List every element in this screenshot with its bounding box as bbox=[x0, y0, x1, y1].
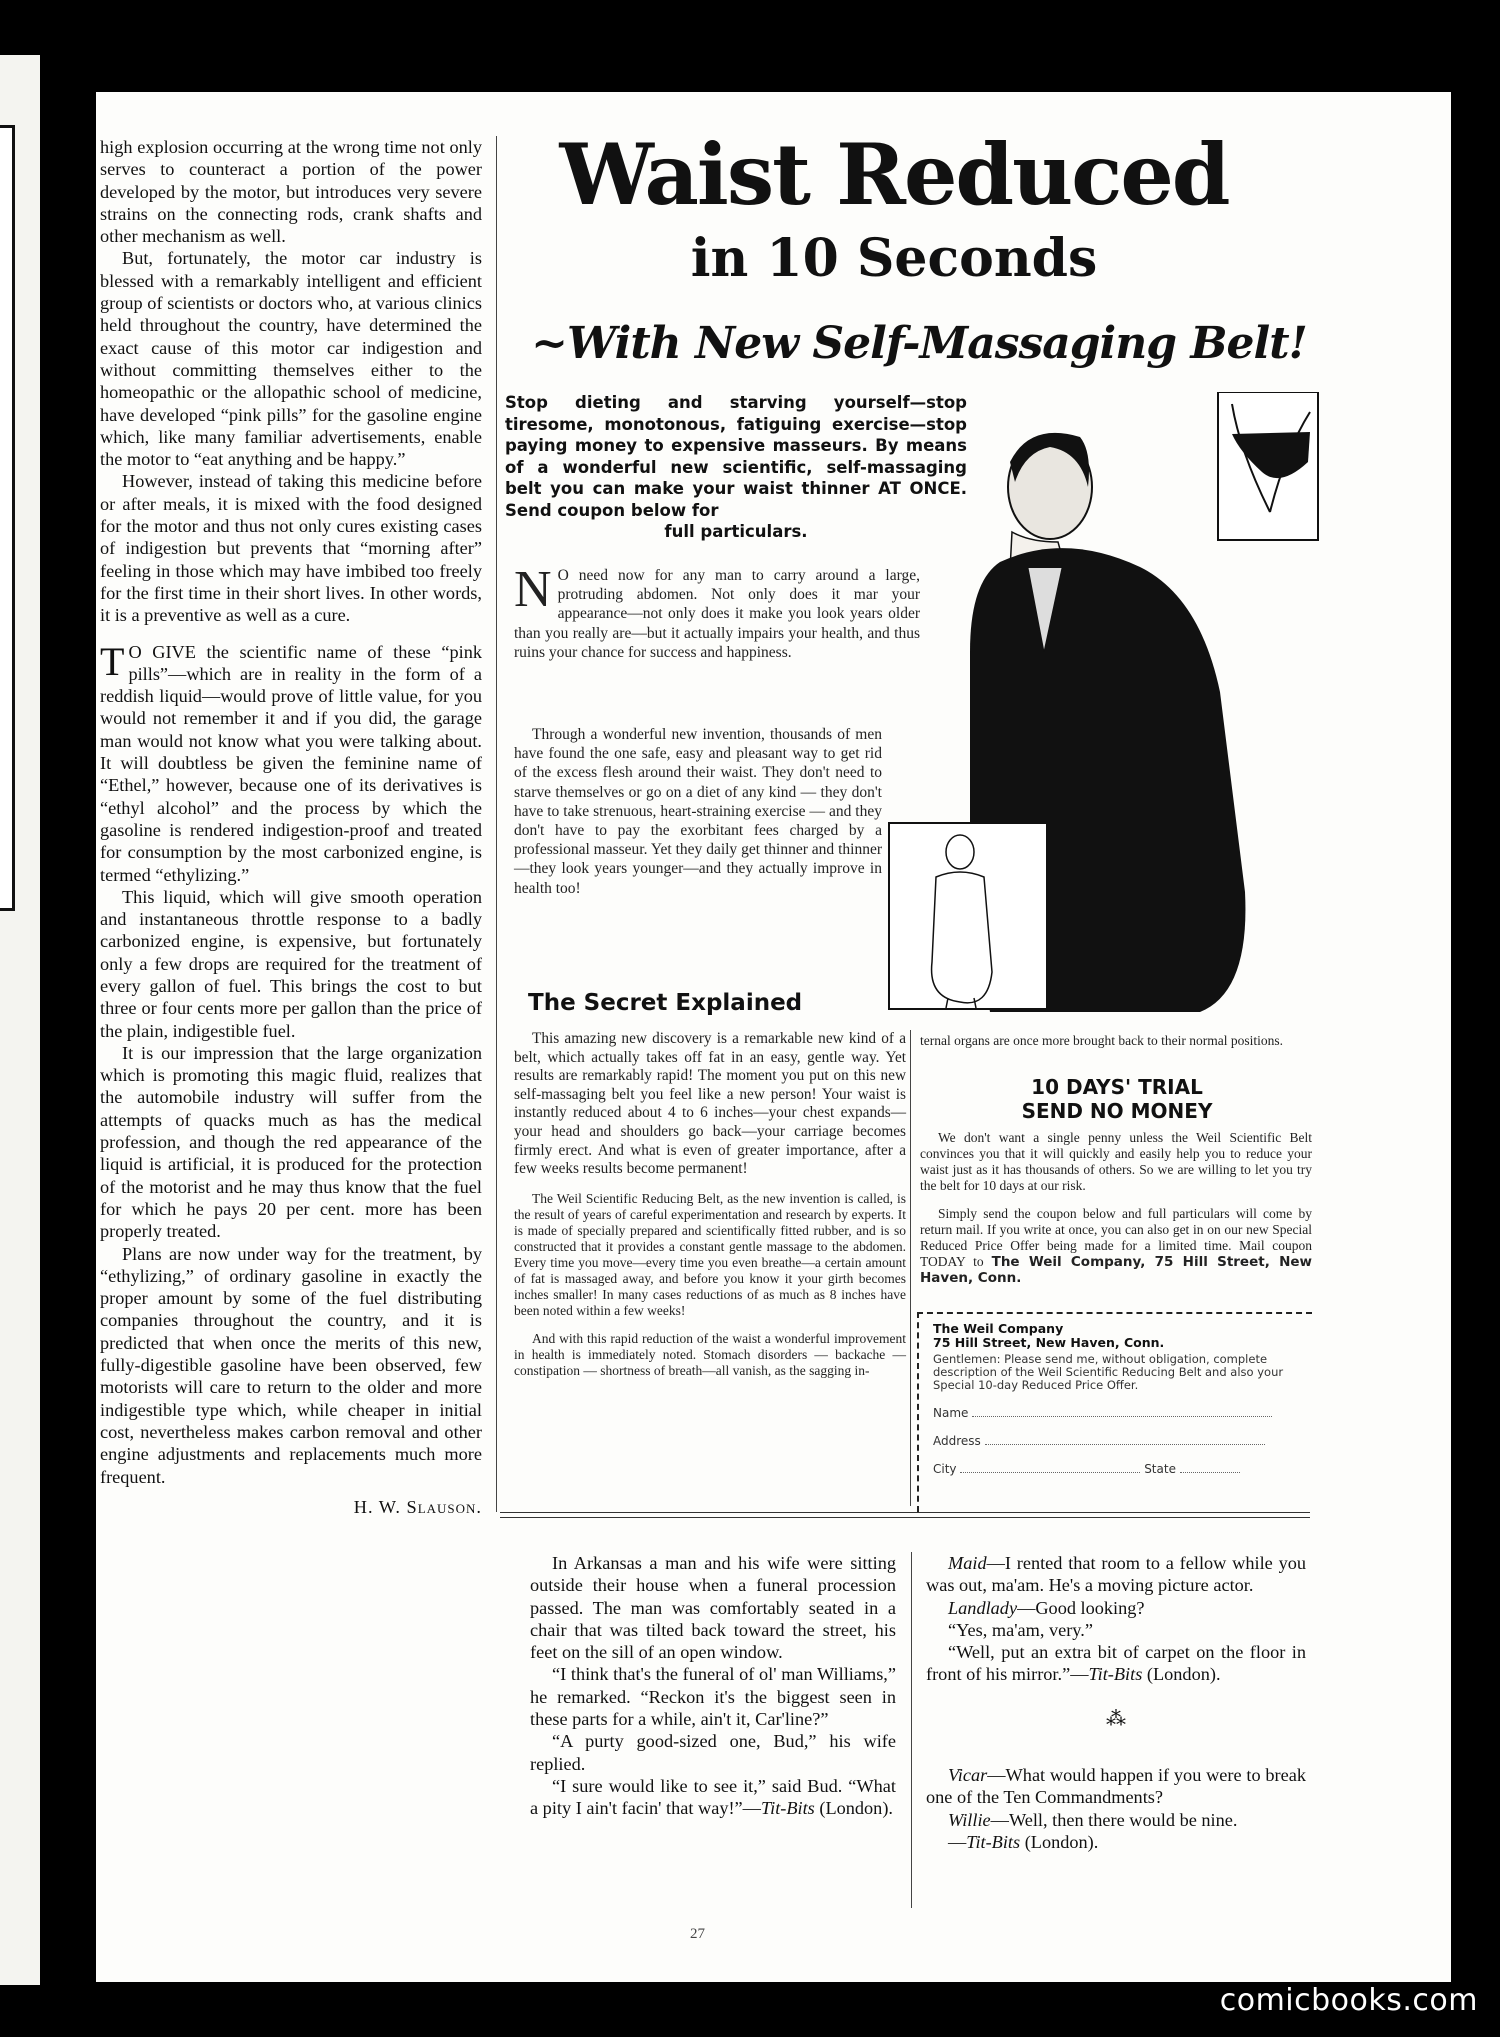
joke-paragraph bbox=[926, 1552, 1306, 1597]
joke-dash: — bbox=[948, 1831, 967, 1852]
coupon-text: Gentlemen: Please send me, without obligation, complete description of the Weil Scientific Reducing Belt and also your Special 10-day Reduced Price Offer. bbox=[933, 1352, 1284, 1392]
coupon-name-field[interactable] bbox=[919, 1392, 1312, 1420]
ad-tagline: ~With New Self-Massaging Belt! bbox=[531, 318, 1307, 369]
previous-page-border bbox=[0, 125, 15, 911]
speaker: Landlady bbox=[948, 1597, 1018, 1618]
ad-intro bbox=[505, 392, 967, 543]
coupon-address: 75 Hill Street, New Haven, Conn. bbox=[933, 1335, 1165, 1350]
ad-intro-text: Stop dieting and starving yourself—stop tiresome, monotonous, fatiguing exercise—stop paying money to expensive masseurs. By means of a wonderful new scientific, self-massaging belt you can make your waist thinner AT ONCE. Send coupon below for bbox=[505, 393, 967, 520]
speaker: Vicar bbox=[948, 1765, 988, 1786]
stars-divider: ⁂ bbox=[1106, 1707, 1126, 1730]
trial-paragraph bbox=[920, 1206, 1312, 1286]
joke-column-2 bbox=[926, 1552, 1306, 1853]
smallcaps-lead: O GIVE bbox=[128, 641, 196, 662]
joke-source: Tit-Bits bbox=[760, 1798, 815, 1819]
trial-text: Simply send the coupon below and full particulars will come by return mail. If you write at once, you can also get in on our new Special Reduced Price Offer being made for a limited time. Mail coupon TODAY to bbox=[920, 1206, 1312, 1269]
coupon-company: The Weil Company bbox=[933, 1321, 1064, 1336]
joke-source-tail: (London). bbox=[814, 1798, 893, 1819]
joke-source-tail: (London). bbox=[1020, 1831, 1099, 1852]
joke-paragraph bbox=[926, 1764, 1306, 1809]
address-label: Address bbox=[933, 1434, 981, 1448]
city-label: City bbox=[933, 1462, 957, 1476]
joke-text: “I sure would like to see it,” said Bud. “What a pity I ain't facin' that way!”— bbox=[530, 1775, 896, 1819]
trial-body bbox=[920, 1130, 1312, 1286]
fat-man-inset bbox=[888, 822, 1048, 1010]
trial-line1: 10 DAYS' TRIAL bbox=[1031, 1075, 1203, 1099]
article-paragraph: Plans are now under way for the treatment, by “ethylizing,” of ordinary gasoline in exactly the proper amount by some of the fuel distributing companies throughout the country, and it is predicted that when once the merits of this new, fully-digestible gasoline have been observed, few motorists will care to return to the older and more indigestible type which, while cheaper in initial cost, nevertheless makes carbon removal and other engine adjustments and replacements much more frequent. bbox=[100, 1243, 482, 1487]
joke-text: —What would happen if you were to break one of the Ten Commandments? bbox=[926, 1765, 1306, 1808]
joke-source: Tit-Bits bbox=[1088, 1664, 1143, 1685]
joke-paragraph bbox=[530, 1775, 896, 1820]
article-paragraph: However, instead of taking this medicine before or after meals, it is mixed with the food designed for the motor and thus not only cures existing cases of indigestion but prevents that “morning after” feeling in those which may have imbibed too freely for the first time in their short lives. In other words, it is a preventive as well as a cure. bbox=[100, 471, 482, 626]
author-signature: H. W. Slauson. bbox=[353, 1496, 482, 1517]
ad-headline: Waist Reduced bbox=[559, 125, 1229, 224]
article-paragraph: But, fortunately, the motor car industry is blessed with a remarkably intelligent and efficient group of scientists or doctors who, at various clinics held throughout the country, have determined the exact cause of this motor car indigestion and without committing themselves either to the homeopathic or the allopathic school of medicine, have developed “pink pills” for the gasoline engine which, like many familiar advertisements, enable the motor to “eat anything and be happy.” bbox=[100, 248, 482, 470]
secret-paragraph: This amazing new discovery is a remarkable new kind of a belt, which actually takes off fat in an easy, gentle way. Yet results are remarkably rapid! The moment you put on this new self-massaging belt you feel like a new person! Your waist is instantly reduced about 4 to 6 inches—your chest expands—your head and shoulders go back—your carriage becomes firmly erect. And what is even of greater importance, after a few weeks results become permanent! bbox=[514, 1030, 906, 1178]
joke-source: Tit-Bits bbox=[966, 1831, 1021, 1852]
secret-small: And with this rapid reduction of the waist a wonderful improvement in health is immediately noted. Stomach disorders — backache — constipation — shortness of breath—all vanish, as the sagging in- bbox=[514, 1330, 906, 1378]
ad-body-lower bbox=[514, 725, 882, 910]
drop-cap-n: N bbox=[514, 561, 552, 618]
secret-small: The Weil Scientific Reducing Belt, as the new invention is called, is the result of years of careful experimentation and research by experts. It is made of specially prepared and scientifically fitted rubber, and is so constructed that it provides a constant gentle massage to the abdomen. Every time you move—every time you even breathe—a certain amount of fat is massaged away, and before you know it your girth becomes inches smaller! In many cases reductions of as much as 8 inches have been noted within a few weeks! bbox=[514, 1190, 906, 1318]
secret-column bbox=[514, 1030, 906, 1391]
joke-paragraph: “I think that's the funeral of ol' man Williams,” he remarked. “Reckon it's the biggest seen in these parts for a while, ain't it, Car'line?” bbox=[530, 1664, 896, 1730]
previous-page-edge bbox=[0, 55, 40, 1985]
joke-text: —Well, then there would be nine. bbox=[990, 1809, 1238, 1830]
article-column bbox=[100, 136, 482, 1518]
coupon-address-field[interactable] bbox=[919, 1420, 1312, 1448]
ad-body-upper bbox=[514, 561, 920, 674]
ad-paragraph bbox=[514, 561, 920, 662]
joke-source-tail: (London). bbox=[1142, 1664, 1221, 1685]
trial-address: The Weil Company, 75 Hill Street, New Haven, Conn. bbox=[920, 1254, 1312, 1286]
joke-paragraph: In Arkansas a man and his wife were sitting outside their house when a funeral procession passed. The man was comfortably seated in a chair that was tilted back toward the street, his feet on the sill of an open window. bbox=[530, 1553, 896, 1663]
joke-paragraph bbox=[926, 1597, 1306, 1619]
joke-paragraph bbox=[926, 1831, 1306, 1853]
joke-paragraph bbox=[926, 1641, 1306, 1686]
state-label: State bbox=[1144, 1462, 1176, 1476]
watermark: comicbooks.com bbox=[1219, 1983, 1478, 2018]
joke-column-1 bbox=[530, 1552, 896, 1820]
trial-paragraph: We don't want a single penny unless the Weil Scientific Belt convinces you that it will quickly and easily help you to reduce your waist just as it has thousands of others. So we are willing to let you try the belt for 10 days at our risk. bbox=[920, 1130, 1312, 1193]
ad-small-text: ternal organs are once more brought back to their normal positions. bbox=[920, 1033, 1284, 1048]
joke-text: “Well, put an extra bit of carpet on the floor in front of his mirror.”— bbox=[926, 1642, 1306, 1685]
trial-line2: SEND NO MONEY bbox=[1021, 1099, 1213, 1123]
ad-separator bbox=[500, 1512, 1310, 1518]
speaker: Willie bbox=[948, 1809, 991, 1830]
mail-coupon[interactable] bbox=[917, 1312, 1312, 1512]
speaker: Maid bbox=[948, 1553, 987, 1573]
ad-intro-end: full particulars. bbox=[664, 522, 808, 541]
article-text: the scientific name of these “pink pills”—which are in reality in the form of a reddish liquid—would prove of little value, for you would not remember it and if you did, the garage man would not know what you were talking about. It will doubtless be given the feminine name of “Ethel,” however, because one of its derivatives is “ethyl alcohol” and the process by which the gasoline is rendered indigestion-proof and treated for consumption by the most carbonized engine, is termed “ethylizing.” bbox=[100, 641, 482, 885]
article-paragraph: It is our impression that the large organization which is promoting this magic fluid, realizes that the automobile industry will suffer from the attempts of quacks much as has the medical profession, and though the red appearance of the liquid is artificial, it is produced for the protection of the motorist and he may thus know that the fuel for which he pays 20 per cent. more has been properly treated. bbox=[100, 1042, 482, 1242]
ad-text: O need now for any man to carry around a large, protruding abdomen. Not only does it mar your appearance—not only does it make you look years older than you really are—but it actually impairs your health, and thus ruins your chance for success and happiness. bbox=[514, 567, 920, 661]
coupon-city-field[interactable] bbox=[919, 1448, 1312, 1476]
joke-text: —I rented that room to a fellow while you was out, ma'am. He's a moving picture actor. bbox=[926, 1553, 1306, 1596]
article-paragraph: high explosion occurring at the wrong time not only serves to counteract a portion of the power developed by the motor, but introduces very severe strains on the connecting rods, crank shafts and other mechanism as well. bbox=[100, 137, 482, 247]
name-label: Name bbox=[933, 1406, 969, 1420]
secret-heading: The Secret Explained bbox=[528, 990, 803, 1016]
column-rule bbox=[496, 136, 497, 1512]
joke-paragraph bbox=[926, 1809, 1306, 1831]
joke-column-rule bbox=[911, 1552, 912, 1908]
ad-paragraph: Through a wonderful new invention, thousands of men have found the one safe, easy and pleasant way to get rid of the excess flesh around their waist. They don't need to starve themselves or go on a diet of any kind — they don't have to take strenuous, heart-straining exercise — and they don't have to pay the exorbitant fees charged by a professional masseur. Yet they daily get thinner and thinner—they look years younger—and they actually improve in health too! bbox=[514, 726, 882, 897]
ad-column-rule bbox=[910, 1030, 911, 1506]
ad-subheadline: in 10 Seconds bbox=[690, 228, 1098, 289]
joke-paragraph: “A purty good-sized one, Bud,” his wife replied. bbox=[530, 1731, 896, 1774]
belly-icon bbox=[932, 872, 992, 1003]
joke-text: —Good looking? bbox=[1017, 1597, 1145, 1618]
trial-heading bbox=[922, 1075, 1312, 1123]
joke-paragraph: “Yes, ma'am, very.” bbox=[948, 1619, 1093, 1640]
ad-right-column-top bbox=[920, 1033, 1312, 1049]
article-paragraph-drop bbox=[100, 638, 482, 886]
page-number: 27 bbox=[690, 1926, 705, 1942]
article-paragraph: This liquid, which will give smooth operation and instantaneous throttle response to a badly carbonized engine, is expensive, but fortunately only a few drops are required for the treatment of every gallon of fuel. This brings the cost to but three or four cents more per gallon than the price of the plain, indigestible fuel. bbox=[100, 886, 482, 1041]
drop-cap: T bbox=[100, 638, 125, 684]
